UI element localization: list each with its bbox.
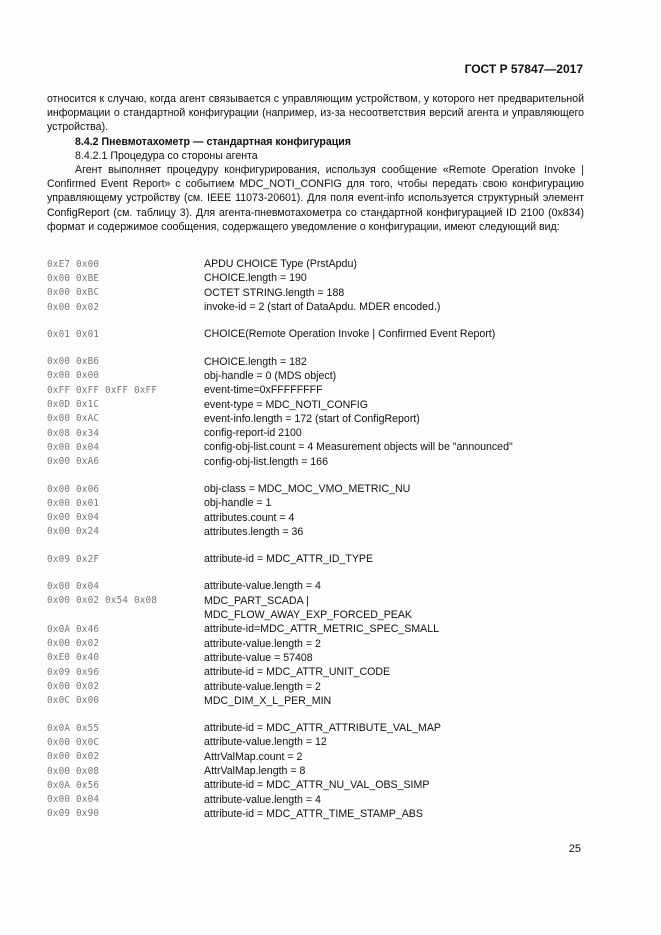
hex-bytes: 0x09 0x2F: [47, 553, 100, 565]
field-description: MDC_FLOW_AWAY_EXP_FORCED_PEAK: [204, 609, 412, 622]
apdu-row: [47, 354, 607, 368]
hex-bytes: 0x00 0x0C: [47, 736, 100, 748]
field-description: attributes.count = 4: [204, 511, 295, 524]
hex-bytes: 0x00 0x01: [47, 497, 100, 509]
field-description: MDC_PART_SCADA |: [204, 594, 309, 607]
hex-bytes: 0x00 0x04: [47, 580, 100, 592]
hex-bytes: 0x00 0xAC: [47, 413, 100, 425]
apdu-row: [47, 496, 607, 510]
apdu-row: [47, 750, 607, 764]
subsection-title: 8.4.2.1 Процедура со стороны агента: [75, 149, 258, 162]
apdu-row: [47, 412, 607, 426]
hex-bytes: 0x08 0x34: [47, 427, 100, 439]
hex-bytes: 0x01 0x01: [47, 328, 100, 340]
hex-bytes: 0x00 0x02 0x54 0x08: [47, 595, 158, 607]
hex-bytes: 0xE7 0x00: [47, 258, 100, 270]
apdu-row: [47, 426, 607, 440]
hex-bytes: 0x00 0x02: [47, 681, 100, 693]
section-title: 8.4.2 Пневмотахометр — стандартная конфигурация: [75, 135, 351, 148]
field-description: config-obj-list.count = 4 Measurement objects will be "announced": [204, 441, 513, 454]
apdu-row: [47, 271, 607, 285]
apdu-row: [47, 721, 607, 735]
hex-bytes: 0x00 0x02: [47, 638, 100, 650]
hex-bytes: 0x00 0xBE: [47, 272, 100, 284]
field-description: MDC_DIM_X_L_PER_MIN: [204, 694, 332, 707]
apdu-row: [47, 257, 607, 271]
field-description: attribute-value = 57408: [204, 651, 313, 664]
field-description: APDU CHOICE Type (PrstApdu): [204, 258, 357, 271]
hex-bytes: 0x00 0x24: [47, 526, 100, 538]
apdu-row: [47, 665, 607, 679]
hex-bytes: 0x0C 0x00: [47, 695, 100, 707]
field-description: attribute-id = MDC_ATTR_ID_TYPE: [204, 553, 374, 566]
field-description: obj-class = MDC_MOC_VMO_METRIC_NU: [204, 483, 411, 495]
field-description: config-obj-list.length = 166: [204, 455, 328, 468]
hex-bytes: 0x0A 0x46: [47, 623, 100, 635]
apdu-row: [47, 579, 607, 593]
field-description: config-report-id 2100: [204, 427, 302, 440]
hex-bytes: 0x00 0x02: [47, 751, 100, 763]
field-description: event-time=0xFFFFFFFF: [204, 384, 323, 397]
field-description: attribute-id = MDC_ATTR_NU_VAL_OBS_SIMP: [204, 779, 430, 792]
apdu-row: [47, 778, 607, 792]
apdu-row: [47, 735, 607, 749]
field-description: event-type = MDC_NOTI_CONFIG: [204, 398, 368, 411]
hex-bytes: 0x00 0x00: [47, 370, 100, 382]
apdu-row: [47, 651, 607, 665]
field-description: attributes.length = 36: [204, 525, 304, 538]
field-description: AttrValMap.length = 8: [204, 765, 306, 778]
apdu-row: [47, 327, 607, 341]
field-description: event-info.length = 172 (start of ConfigReport): [204, 412, 420, 425]
hex-bytes: 0x00 0x04: [47, 441, 100, 453]
hex-bytes: 0x00 0x06: [47, 483, 100, 495]
apdu-row: [47, 807, 607, 821]
apdu-row: [47, 552, 607, 566]
apdu-row: [47, 608, 607, 622]
field-description: obj-handle = 1: [204, 497, 272, 510]
body-text: [47, 92, 584, 234]
standard-header: ГОСТ Р 57847—2017: [464, 62, 583, 76]
hex-bytes: 0x00 0xA6: [47, 456, 100, 468]
apdu-row: [47, 637, 607, 651]
apdu-row: [47, 286, 607, 300]
apdu-row: [47, 793, 607, 807]
paragraph-procedure: Агент выполняет процедуру конфигурирования, используя сообщение «Remote Operation Invoke | Confirmed Event Report» с событием MDC_NOTI_CONFIG для того, чтобы передать свою конфигурацию управляющему устройству (см. IEEE 11073-20601). Для поля event-info используется структурный элемент ConfigReport (см. таблицу 3). Для агента-пневмотахометра со стандартной конфигурацией ID 2100 (0x834) формат и содержимое сообщения, содержащего уведомление о конфигурации, имеют следующий вид:: [47, 164, 584, 233]
hex-bytes: 0xE0 0x40: [47, 652, 100, 664]
apdu-row: [47, 397, 607, 411]
field-description: attribute-value.length = 2: [204, 637, 321, 650]
field-description: attribute-value.length = 4: [204, 793, 321, 806]
apdu-row: [47, 694, 607, 708]
apdu-row: [47, 482, 607, 496]
hex-bytes: 0x00 0xB6: [47, 356, 100, 368]
hex-bytes: 0x0A 0x56: [47, 779, 100, 791]
field-description: invoke-id = 2 (start of DataApdu. MDER encoded.): [204, 301, 441, 314]
field-description: CHOICE(Remote Operation Invoke | Confirmed Event Report): [204, 328, 496, 341]
field-description: obj-handle = 0 (MDS object): [204, 369, 337, 382]
page-number: 25: [568, 843, 581, 855]
field-description: CHOICE.length = 182: [204, 355, 307, 368]
field-description: attribute-value.length = 2: [204, 680, 321, 693]
hex-bytes: 0x00 0x04: [47, 512, 100, 524]
apdu-row: [47, 679, 607, 693]
hex-bytes: 0x09 0x96: [47, 666, 100, 678]
field-description: OCTET STRING.length = 188: [204, 286, 345, 299]
hex-bytes: 0x00 0xBC: [47, 287, 100, 299]
apdu-row: [47, 525, 607, 539]
apdu-row: [47, 369, 607, 383]
field-description: attribute-id = MDC_ATTR_ATTRIBUTE_VAL_MAP: [204, 722, 441, 735]
apdu-row: [47, 440, 607, 454]
apdu-row: [47, 383, 607, 397]
apdu-row: [47, 594, 607, 608]
apdu-row: [47, 764, 607, 778]
hex-bytes: 0x09 0x90: [47, 808, 100, 820]
field-description: attribute-id = MDC_ATTR_UNIT_CODE: [204, 666, 391, 679]
paragraph-continuation: относится к случаю, когда агент связывается с управляющим устройством, у которого нет предварительной информации о стандартной конфигурации (например, из-за несоответствия версий агента и управляющего устройства).: [47, 93, 584, 134]
apdu-row: [47, 510, 607, 524]
field-description: CHOICE.length = 190: [204, 272, 307, 285]
hex-bytes: 0x00 0x04: [47, 794, 100, 806]
field-description: attribute-id = MDC_ATTR_TIME_STAMP_ABS: [204, 807, 423, 820]
field-description: attribute-value.length = 4: [204, 580, 321, 593]
hex-bytes: 0x0A 0x55: [47, 722, 100, 734]
apdu-row: [47, 622, 607, 636]
field-description: attribute-id=MDC_ATTR_METRIC_SPEC_SMALL: [204, 623, 439, 636]
hex-bytes: 0x00 0x08: [47, 765, 100, 777]
hex-bytes: 0x00 0x02: [47, 301, 100, 313]
apdu-row: [47, 455, 607, 469]
apdu-listing: [47, 257, 607, 821]
field-description: attribute-value.length = 12: [204, 736, 327, 749]
field-description: AttrValMap.count = 2: [204, 750, 303, 763]
apdu-row: [47, 300, 607, 314]
hex-bytes: 0x0D 0x1C: [47, 399, 100, 411]
hex-bytes: 0xFF 0xFF 0xFF 0xFF: [47, 384, 158, 396]
